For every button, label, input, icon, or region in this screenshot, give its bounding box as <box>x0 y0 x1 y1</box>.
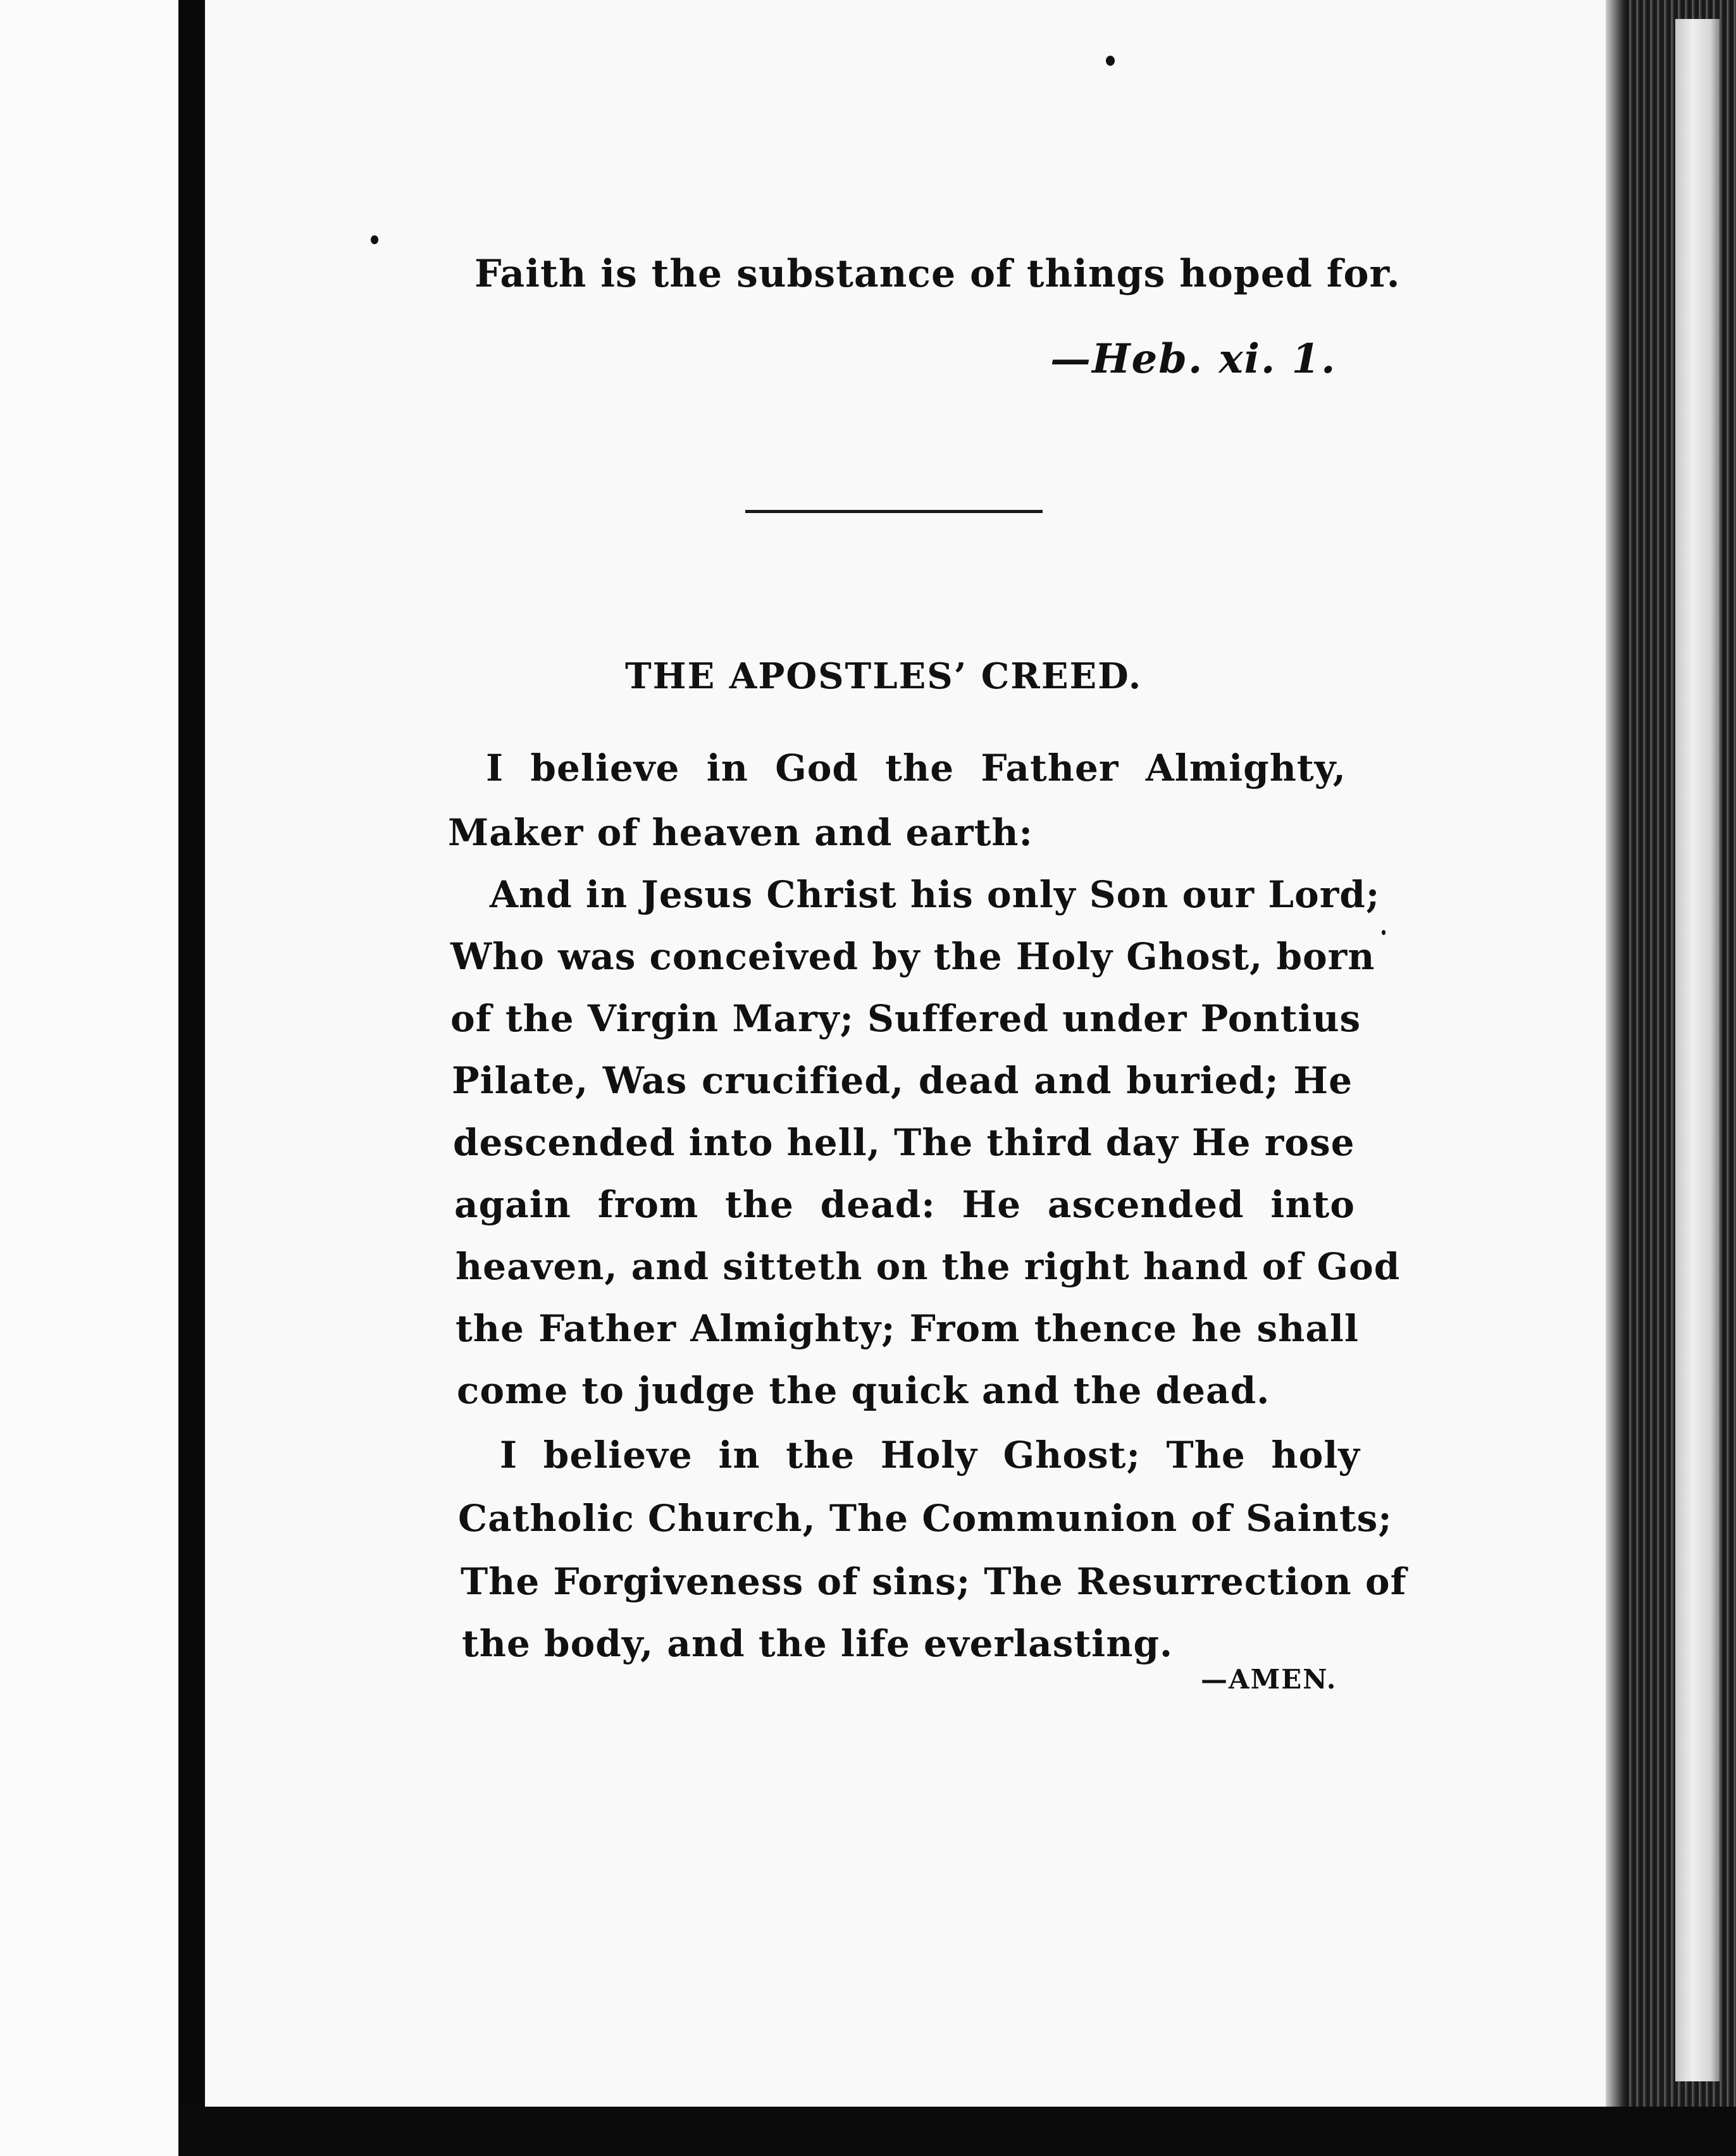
epigraph-citation: —Heb. xi. 1. <box>1050 335 1337 383</box>
creed-line: of the Virgin Mary; Suffered under Pontius <box>450 997 1361 1040</box>
creed-closing: —AMEN. <box>1201 1664 1337 1695</box>
creed-line: the body, and the life everlasting. <box>462 1622 1174 1665</box>
creed-line: Catholic Church, The Communion of Saints; <box>458 1497 1392 1540</box>
creed-line: I believe in God the Father Almighty, <box>486 747 1346 790</box>
left-margin <box>0 0 178 2156</box>
creed-line: the Father Almighty; From thence he shall <box>456 1307 1359 1350</box>
book-binding-edge <box>178 0 205 2156</box>
bottom-scanner-edge <box>178 2107 1736 2156</box>
creed-line: heaven, and sitteth on the right hand of God <box>456 1245 1401 1288</box>
creed-line: Maker of heaven and earth: <box>448 811 1033 854</box>
creed-line: Who was conceived by the Holy Ghost, born <box>450 935 1375 978</box>
page-edges <box>1606 0 1736 2156</box>
creed-line: Pilate, Was crucified, dead and buried; He <box>452 1059 1353 1102</box>
creed-line: And in Jesus Christ his only Son our Lord; <box>490 873 1380 916</box>
creed-title: THE APOSTLES’ CREED. <box>625 655 1143 697</box>
book-page <box>205 0 1606 2107</box>
ink-speck <box>371 235 378 244</box>
ink-speck <box>1382 930 1386 935</box>
creed-line: descended into hell, The third day He rose <box>453 1121 1355 1164</box>
ink-speck <box>1106 56 1115 66</box>
creed-line: I believe in the Holy Ghost; The holy <box>500 1434 1360 1477</box>
creed-line: come to judge the quick and the dead. <box>457 1369 1270 1412</box>
creed-line: The Forgiveness of sins; The Resurrection of <box>461 1560 1407 1603</box>
creed-line: again from the dead: He ascended into <box>454 1183 1355 1226</box>
section-divider <box>745 510 1043 513</box>
epigraph-quote: Faith is the substance of things hoped for. <box>474 252 1401 296</box>
page-edge-highlight <box>1675 19 1720 2081</box>
page-edge-shadow <box>1606 0 1625 2156</box>
